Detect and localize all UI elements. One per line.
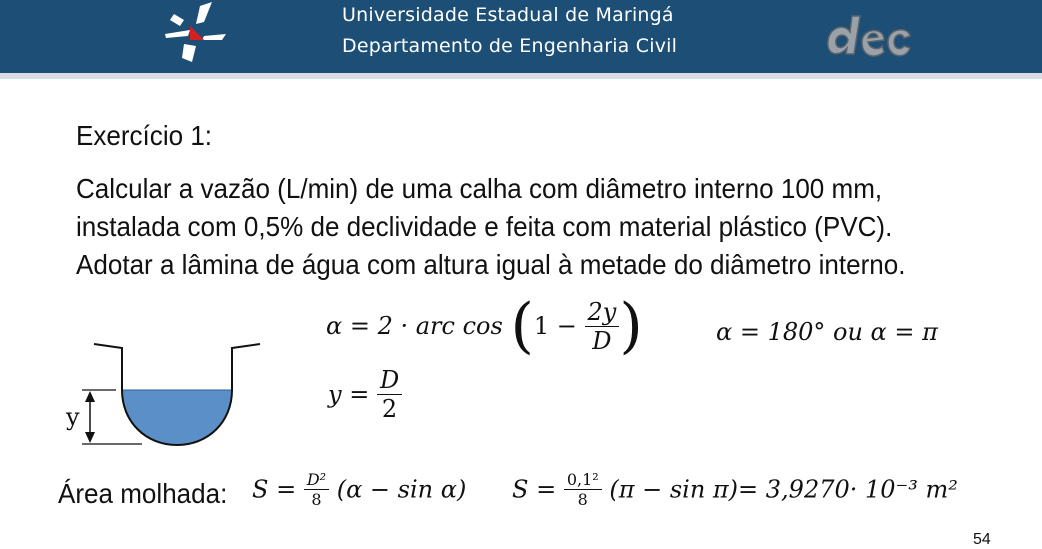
s-lhs: S = <box>252 475 297 504</box>
y-lhs: y = <box>328 380 370 409</box>
area-formula <box>252 470 466 509</box>
s2-rhs: (π − sin π)= 3,9270· 10⁻³ m² <box>609 475 958 504</box>
statement-line: instalada com 0,5% de declividade e feita com material plástico (PVC). <box>76 211 893 242</box>
s2-fraction <box>564 470 602 509</box>
alpha-one: 1 − <box>533 312 577 340</box>
header-divider <box>0 73 1042 79</box>
alpha-frac-num: 2y <box>585 298 620 327</box>
s-rhs: (α − sin α) <box>336 475 467 504</box>
alpha-lhs: α = 2 · arc cos <box>326 312 503 340</box>
y-label: y <box>66 403 80 431</box>
dec-logo-icon <box>822 6 914 64</box>
y-equation <box>328 366 402 423</box>
s-frac-num: D² <box>304 470 329 490</box>
s-fraction <box>304 470 329 509</box>
y-frac-num: D <box>377 366 402 395</box>
alpha-equation <box>326 291 643 361</box>
y-frac-den: 2 <box>381 395 398 423</box>
s2-frac-den: 8 <box>577 490 588 509</box>
exercise-title: Exercício 1: <box>76 120 213 151</box>
right-paren: ) <box>619 291 643 361</box>
arrow-head-up <box>85 391 95 402</box>
gutter-diagram <box>60 330 280 450</box>
uem-logo-icon <box>160 0 230 66</box>
statement-line: Calcular a vazão (L/min) de uma calha com diâmetro interno 100 mm, <box>76 173 883 204</box>
left-paren: ( <box>510 291 534 361</box>
department-name: Departamento de Engenharia Civil <box>342 35 678 57</box>
water-section <box>122 390 232 445</box>
arrow-head-down <box>85 432 95 443</box>
alpha-value: α = 180° ou α = π <box>716 318 938 346</box>
exercise-statement <box>76 170 906 284</box>
area-result <box>512 470 958 509</box>
statement-line: Adotar a lâmina de água com altura igual à metade do diâmetro interno. <box>76 249 906 280</box>
area-label: Área molhada: <box>58 478 228 509</box>
alpha-fraction <box>585 298 620 355</box>
s2-frac-num: 0,1² <box>564 470 602 490</box>
university-name: Universidade Estadual de Maringá <box>342 4 674 26</box>
s2-lhs: S = <box>512 475 557 504</box>
y-fraction <box>377 366 402 423</box>
alpha-frac-den: D <box>592 326 612 355</box>
s-frac-den: 8 <box>311 490 322 509</box>
page-number: 54 <box>973 531 991 548</box>
